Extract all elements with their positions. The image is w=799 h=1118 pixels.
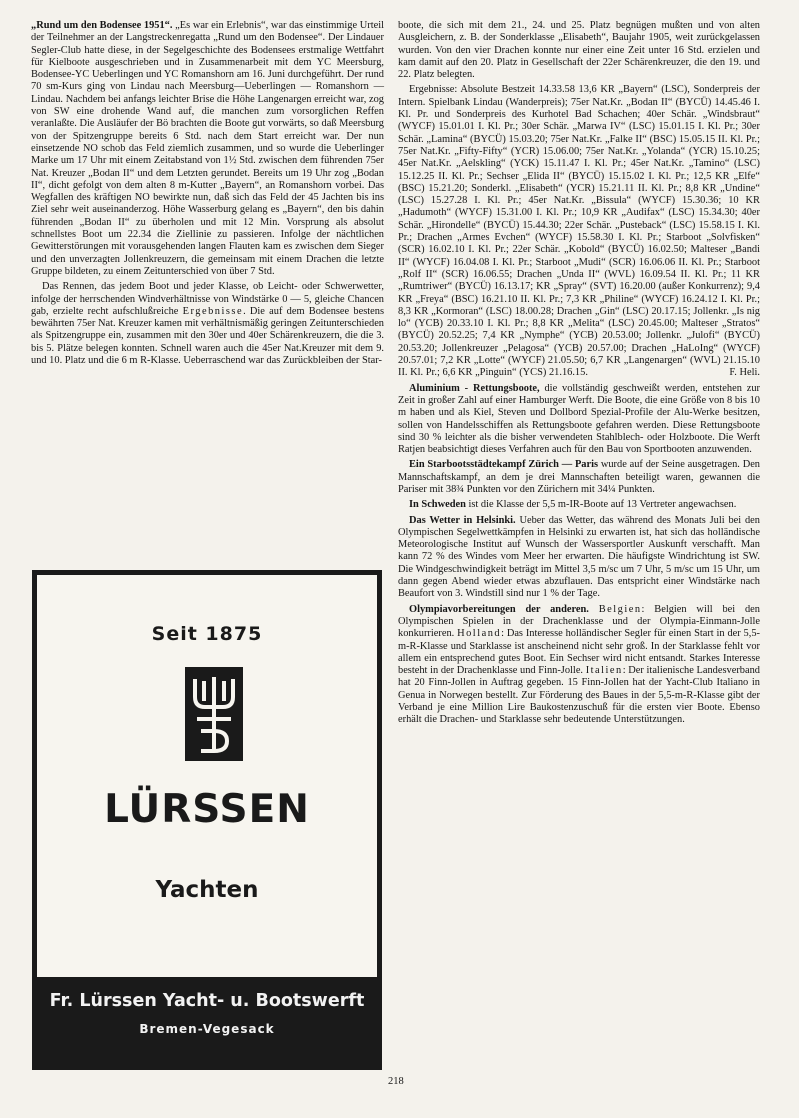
right-column <box>398 20 760 730</box>
article-aluminium <box>398 383 760 457</box>
article-heading: „Rund um den Bodensee 1951“. <box>31 20 173 31</box>
ad-firm-name: Fr. Lürssen Yacht- u. Bootswerft <box>49 991 365 1011</box>
country-italien: Italien <box>585 665 623 677</box>
country-holland: Holland <box>457 628 502 640</box>
article-text: Ueber das Wetter, das während des Monats Juli bei den Olympischen Segelwettkämpfen in Helsinki zu erwarten ist, hat sich das holländische Meteorologische Institut auf Wunsch der Wassersportler Auskunft verschafft. Man kann 72 % des Windes vom Meer her erwarten. Die häufigste Windrichtung ist SW. Die Windgeschwindigkeit beträgt im Mittel 3,5 m/sc um 7 Uhr, 5 m/sc um 15 Uhr, um dann gegen Abend wieder etwas abzuflauen. Das entspricht einer Windstärke nach Beaufort von 3. Windstill sind nur 1 % der Tage. <box>398 514 760 600</box>
article-heading: Aluminium - Rettungsboote, <box>409 382 540 394</box>
results-text: Ergebnisse: Absolute Bestzeit 14.33.58 13,6 KR „Bayern“ (LSC), Sonderpreis der Intern. Spielbank Lindau (Wanderpreis); 75er Nat.Kr. „Bodan II“ (BYCÜ) 14.45.46 I. Kl. Pr. und Sonderpreis des Kurhotel Bad Schachen; 40er Schär. „Windsbraut“ (WYCF) 15.01.01 I. Kl. Pr.; 30er Schär. „Marwa IV“ (LSC) 15.01.15 I. Kl. Pr.; 30er Schär. „Lamina“ (BYCÜ) 15.03.20; 75er Nat.Kr. „Falke II“ (BSC) 15.05.15 II. Kl. Pr.; 75er Nat.Kr. „Fifty-Fifty“ (YCR) 15.06.00; 75er Nat.Kr. „Yolanda“ (YCR) 15.10.25; 45er Nat.Kr. „Aelskling“ (YCK) 15.11.47 I. Kl. Pr.; 45er Nat.Kr. „Tamino“ (LSC) 15.12.25 II. Kl. Pr.; Sechser „Elida II“ (BYCÜ) 15.15.02 I. Kl. Pr.; 12,5 KR „Elfe“ (BSC) 15.21.20; Sonderkl. „Elisabeth“ (YCR) 15.21.11 II. Kl. Pr.; 8,8 KR „Undine“ (LSC) 15.27.28 I. Kl. Pr.; 45er Nat.Kr. „Bissula“ (WYCF) 15.30.36; 10 KR „Hadumoth“ (WYCF) 15.31.00 I. Kl. Pr.; 10,9 KR „Audifax“ (LSC) 15.34.30; 40er Schär. „Hirondelle“ (BYCÜ) 15.44.30; 22er Schär. „Pusteback“ (LSC) 15.58.15 I. Kl. Pr.; Drachen „Armes Evchen“ (WYCF) 15.58.30 I. Kl. Pr.; Starboot „Solvfisken“ (SCR) 16.02.10 I. Kl. Pr.; 22er Schär. „Kobold“ (BYCÜ) 16.02.50; Malteser „Bandi II“ (WYCF) 16.04.08 I. Kl. Pr.; Starboot „Mudi“ (SCR) 16.06.06 II. Kl. Pr.; Starboot „Rolf II“ (SCR) 16.06.55; Drachen „Unda II“ (WVL) 16.09.54 II. Kl. Pr.; 11 KR „Rumtriwer“ (BYCÜ) 16.13.17; KR „Spray“ (SVT) 16.20.00 (außer Konkurrenz); 9,4 KR „Freya“ (BSC) 16.21.10 II. Kl. Pr.; 7,3 KR „Philine“ (WYCF) 16.24.12 I. Kl. Pr.; 8,3 KR „Kormoran“ (LSC) 18.00.28; Drachen „Gin“ (LSC) 20.17.15; Jollenkr. „Is nig lo“ (YCB) 20.33.10 I. Kl. Pr.; 8,8 KR „Melita“ (LSC) 20.45.00; Malteser „Stratos“ (BYCÜ) 20.52.25; 7,4 KR „Nymphe“ (YCB) 20.53.00; Jollenkr. „Julofi“ (BYCÜ) 20.53.20; Jollenkreuzer „Pelagosa“ (YCB) 20.57.00; Drachen „HaLoIng“ (WYCF) 20.57.01; 7,2 KR „Lotte“ (WYCF) 21.05.50; 6,7 KR „Langenargen“ (WVL) 21.15.10 II. Kl. Pr.; 6,6 KR „Pinguin“ (YCS) 21.16.15. <box>398 84 760 379</box>
luerssen-trident-logo-icon <box>185 667 243 761</box>
article-heading: In Schweden <box>409 499 466 511</box>
article-text: „Es war ein Erlebnis“, war das einstimmige Urteil der Teilnehmer an der Langstreckenregatta „Rund um den Bodensee“. Der Lindauer Segler-Club hatte diese, in der Segelgeschichte des Bodensees erstmalige Wettfahrt für Kielboote ausgeschrieben und in Zusammenarbeit mit dem YC Meersburg, Bodensee-YC Ueberlingen und YC Romanshorn am 16. Juni durchgeführt. Der rund 70 sm-Kurs ging von Lindau nach Meersburg—Ueberlingen — Romanshorn — Lindau. Nachdem bei anfangs leichter Brise die Höhe Langenargen erreicht war, zog von SW eine drohende Wand auf, die manchen zum vorsorglichen Reffen veranlaßte. Die Ausläufer der Bö brachten die Boote gut vorwärts, so daß Meersburg von der Spitzengruppe bereits 6 Std. nach dem Start erreicht war. Der nun einsetzende NO schob das Feld ziemlich zusammen, und so wurde die Ueberlinger Marke um 17 Uhr mit einem Zeitabstand von 1½ Std. zwischen dem führenden 75er Nat. Kreuzer „Bodan II“ und dem Letzten gerundet. Bereits um 19 Uhr zog „Bodan II“, dicht gefolgt von dem alten 8 m-Kutter „Bayern“, an Romanshorn vorbei. Das Wegfallen des kräftigen NO bewirkte nun, daß sich das Feld der 45 Jachten bis ins Ziel sehr weit auseinanderzog. Höhe Wasserburg gelang es „Bayern“, den bis dahin führenden „Bodan II“ zu überholen und mit 12 Min. Vorsprung als absolut schnellstes Boot um 22.34 die Ziellinie zu passieren. Infolge der nächtlichen Gewitterstörungen mit vorausgehenden langen Flauten kam es zwischen dem Sieger und den unverzagten Jollenkreuzern, die gemeinsam mit einem Drachen die letzte Gruppe bildeten, zu einem Zeitunterschied von über 7 Std. <box>31 20 384 277</box>
article-text: ist die Klasse der 5,5 m-IR-Boote auf 13 Vertreter angewachsen. <box>465 499 737 511</box>
article-paragraph <box>31 281 384 367</box>
author-signature: F. Heli. <box>729 367 760 379</box>
ad-city: Bremen-Vegesack <box>139 1022 275 1036</box>
luerssen-advertisement <box>32 570 382 1070</box>
article-text: : Das Interesse holländischer Segler für einen Start in der 5,5-m-R-Klasse und Starklasse ist anscheinend nicht sehr groß. In der Starklasse fehlt vor allem ein entsprechend gutes Boot. Ein Sechser wird nicht entsandt. Starkes Interesse besteht in der Drachenklasse und Finn-Jolle. <box>398 628 761 677</box>
article-text: : Belgien will bei den Olympischen Spielen in der Drachenklasse und der Olympia-Einmann-Jolle konkurrieren. <box>398 603 760 640</box>
results-paragraph <box>398 84 760 379</box>
page-number: 218 <box>388 1076 404 1087</box>
article-heading: Olympiavorbereitungen der anderen. <box>409 603 589 615</box>
country-belgien: Belgien <box>598 603 642 615</box>
emphasis-ergebnisse: Ergebnisse <box>182 305 244 317</box>
article-schweden <box>398 499 760 511</box>
article-text: wurde auf der Seine ausgetragen. Den Mannschaftskampf, an dem je drei Mannschaften beteiligt waren, gewannen die Pariser mit 38¾ Punkten vor den Zürichern mit 34¼ Punkten. <box>398 459 761 495</box>
article-continuation: boote, die sich mit dem 21., 24. und 25. Platz begnügen mußten und von alten Ausgleichern, z. B. der Sonderklasse „Elisabeth“, Baujahr 1905, weit zurückgelassen wurden. Von den vier Drachen konnte nur einer eine Zeit unter 16 Std. erzielen und kam damit auf den 20. Platz in Gesellschaft der 22er Schärenkreuzer, die den 19. und 22. Platz belegten. <box>398 20 760 81</box>
article-heading: Ein Starbootsstädtekampf Zürich — Paris <box>409 459 599 471</box>
paragraph-text: . Die auf dem Bodensee bestens bewährten 75er Nat. Kreuzer kamen mit verhältnismäßig geringen Zeitunterschieden als Spitzengruppe ein, zusammen mit den 30er und 40er Schärenkreuzern, die die 3. bis 5. Plätze belegen konnten. Schnell waren auch die 45er Nat.Kreuzer mit dem 9. und 10. Platz und die 6 m R-Klasse. Ueberraschend war das Zurückbleiben der Star- <box>31 305 384 367</box>
article-text: die vollständig geschweißt werden, entstehen zur Zeit in großer Zahl auf einer Hamburger Werft. Die Boote, die eine Größe von 8 bis 10 m haben und als Kiel, Steven und Dollbord Spezial-Profile der Alu-Werke besitzen, sollen von Handelsschiffen als Rettungsboote gefahren werden. Diese Rettungsboote sind 30 % leichter als die bisher verwendeten Stahlblech- oder Holzboote. Die Werft Ratjen beabsichtigt dieses Verfahren auch für den Bau von Sportbooten anzuwenden. <box>398 382 761 456</box>
article-olympia <box>398 604 760 727</box>
ad-white-panel <box>37 575 377 977</box>
article-starboot <box>398 459 760 496</box>
article-rund-um-den-bodensee <box>31 20 384 278</box>
ad-subtitle: Yachten <box>155 877 259 903</box>
article-text: : Der italienische Landesverband hat 20 Finn-Jollen in Auftrag gegeben. 15 Finn-Jollen hat der Yacht-Club Italiano in Genua in Norwegen bestellt. Zur Förderung des Baues in der 5,5-m-R-Klasse gibt der Verband je eine Million Lire Baukostenzuschuß für die ersten vier Boote. Ebenso erhält die Drachen- und Starklasse sehr bedeutende Unterstützungen. <box>398 665 761 726</box>
article-heading: Das Wetter in Helsinki. <box>409 514 516 526</box>
ad-footer <box>32 990 382 1038</box>
ad-since: Seit 1875 <box>151 623 263 645</box>
article-helsinki <box>398 515 760 601</box>
ad-brand: LÜRSSEN <box>104 787 310 832</box>
left-column <box>31 20 384 370</box>
paragraph-text: Das Rennen, das jedem Boot und jeder Klasse, ob Leicht- oder Schwerwetter, infolge der herrschenden Windverhältnisse von Windstärke 0 — 5, gleiche Chancen gab, erzielte recht aufschlußreiche <box>31 281 384 317</box>
